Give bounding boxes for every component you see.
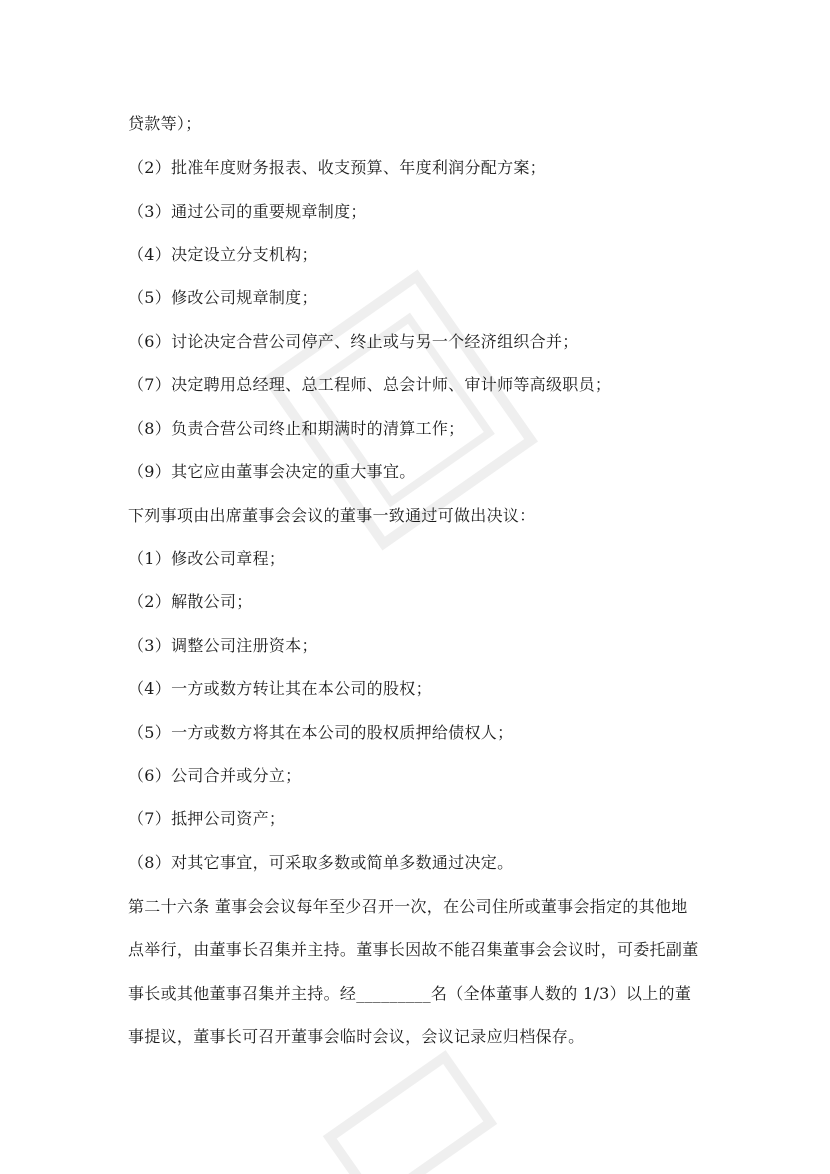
list-item: （3）调整公司注册资本；: [128, 636, 318, 655]
list-item: （1）修改公司章程；: [128, 549, 286, 568]
article-paragraph-line: 点举行，由董事长召集并主持。董事长因故不能召集董事会会议时，可委托副董: [128, 940, 699, 959]
continued-text-line: 贷款等）；: [128, 114, 202, 133]
list-item: （2）解散公司；: [128, 592, 253, 611]
list-item: （8）负责合营公司终止和期满时的清算工作；: [128, 419, 465, 438]
list-item: （5）一方或数方将其在本公司的股权质押给债权人；: [128, 723, 514, 742]
list-item: （9）其它应由董事会决定的重大事宜。: [128, 462, 416, 481]
list-item: （6）讨论决定合营公司停产、终止或与另一个经济组织合并；: [128, 332, 579, 351]
list-item: （5）修改公司规章制度；: [128, 288, 318, 307]
article-paragraph-line: 事提议，董事长可召开董事会临时会议，会议记录应归档保存。: [128, 1027, 585, 1046]
article-paragraph-line: 第二十六条 董事会会议每年至少召开一次，在公司住所或董事会指定的其他地: [128, 897, 688, 916]
list-item: （2）批准年度财务报表、收支预算、年度利润分配方案；: [128, 158, 546, 177]
list-item: （7）抵押公司资产；: [128, 809, 286, 828]
list-item: （3）通过公司的重要规章制度；: [128, 202, 367, 221]
paragraph-line: 下列事项由出席董事会会议的董事一致通过可做出决议：: [128, 506, 536, 525]
article-paragraph-line: 事长或其他董事召集并主持。经_________名（全体董事人数的 1/3）以上的董: [128, 984, 692, 1003]
list-item: （7）决定聘用总经理、总工程师、总会计师、审计师等高级职员；: [128, 375, 612, 394]
watermark-logo-icon: [316, 1043, 504, 1174]
list-item: （4）一方或数方转让其在本公司的股权；: [128, 679, 432, 698]
list-item: （8）对其它事宜，可采取多数或简单多数通过决定。: [128, 853, 514, 872]
list-item: （6）公司合并或分立；: [128, 766, 302, 785]
list-item: （4）决定设立分支机构；: [128, 245, 318, 264]
